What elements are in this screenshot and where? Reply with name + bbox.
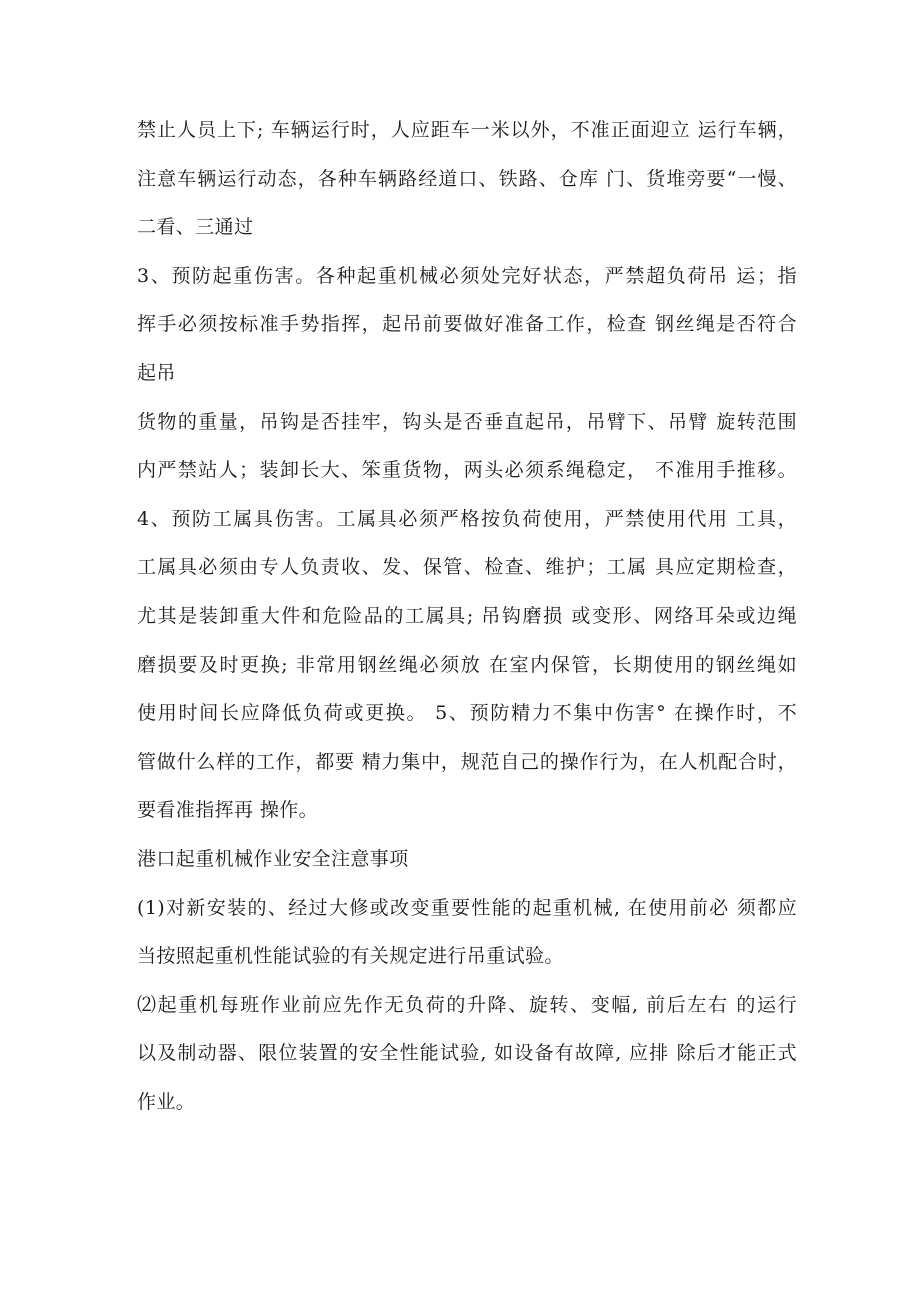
text-line: 货物的重量，吊钩是否挂牢，钩头是否垂直起吊，吊臂下、吊臂 旋转范围 [137,410,797,433]
text-line: ⑵起重机每班作业前应先作无负荷的升降、旋转、变幅, 前后左右 的运行 [137,993,797,1016]
text-line: 4、预防工属具伤害。工属具必须严格按负荷使用，严禁使用代用 工具， [137,507,797,530]
text-line: 禁止人员上下; 车辆运行时，人应距车一米以外，不准正面迎立 运行车辆， [137,119,797,141]
text-line: 作业。 [137,1090,196,1113]
text-line: 二看、三通过 [137,216,254,239]
text-line: 挥手必须按标准手势指挥，起吊前要做好准备工作，检查 钢丝绳是否符合 [137,313,797,336]
text-line: 内严禁站人；装卸长大、笨重货物，两头必须系绳稳定， 不准用手推移。 [137,459,797,482]
text-line: (1)对新安装的、经过大修或改变重要性能的起重机械, 在使用前必 须都应 [137,896,797,919]
text-line: 港口起重机械作业安全注意事项 [137,847,409,870]
document-body [137,112,797,1132]
text-line: 起吊 [137,361,176,384]
text-line: 尤其是装卸重大件和危险品的工属具; 吊钩磨损 或变形、网络耳朵或边绳 [137,604,797,627]
text-line: 注意车辆运行动态，各种车辆路经道口、铁路、仓库 门、货堆旁要“一慢、 [137,167,797,190]
text-line: 工属具必须由专人负责收、发、保管、检查、维护；工属 具应定期检查， [137,556,797,579]
text-line: 管做什么样的工作，都要 精力集中，规范自己的操作行为，在人机配合时， [137,750,797,773]
text-line: 以及制动器、限位装置的安全性能试验, 如设备有故障, 应排 除后才能正式 [137,1042,797,1065]
text-line: 要看准指挥再 操作。 [137,799,319,822]
text-line: 使用时间长应降低负荷或更换。 5、预防精力不集中伤害° 在操作时，不 [137,702,797,725]
text-line: 磨损要及时更换; 非常用钢丝绳必须放 在室内保管，长期使用的钢丝绳如 [137,653,797,676]
text-line: 3、预防起重伤害。各种起重机械必须处完好状态，严禁超负荷吊 运；指 [137,264,797,287]
text-line: 当按照起重机性能试验的有关规定进行吊重试验。 [137,945,564,968]
